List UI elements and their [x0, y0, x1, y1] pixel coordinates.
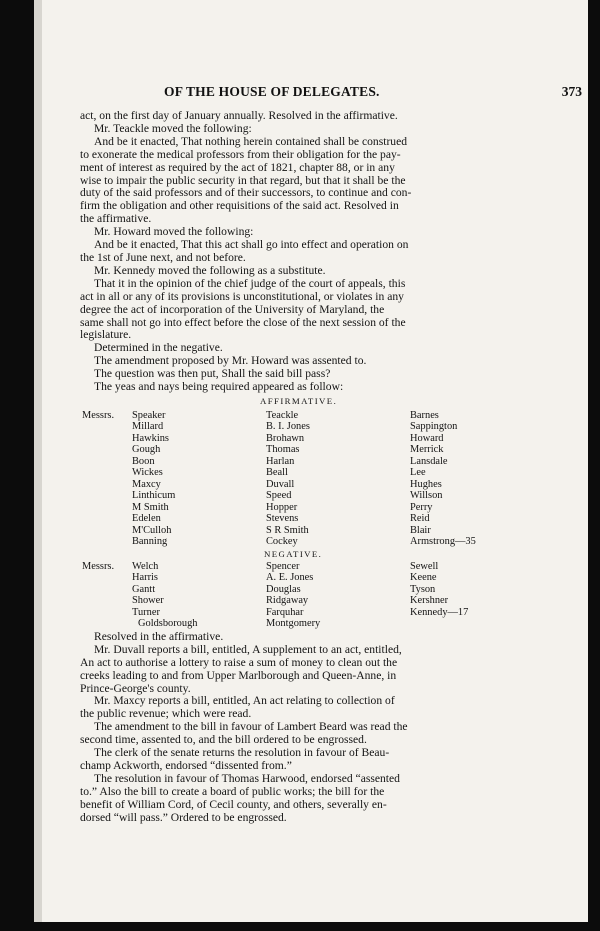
vote-name: S R Smith [266, 524, 309, 536]
vote-name: Douglas [266, 583, 301, 595]
vote-name: M Smith [132, 501, 169, 513]
vote-name: Banning [132, 536, 168, 548]
vote-name: Wickes [132, 467, 163, 479]
text-line: The yeas and nays being required appeared as follow: [94, 381, 344, 394]
vote-name: Willson [410, 490, 443, 502]
affirmative-heading: AFFIRMATIVE. [260, 395, 338, 406]
vote-name: Harris [132, 572, 158, 584]
vote-list [80, 394, 550, 682]
text-line: The resolution in favour of Thomas Harwood, endorsed “assented [94, 772, 400, 785]
vote-name: M'Culloh [132, 524, 172, 536]
text-line: wise to impair the public security in that regard, but that it shall be the [80, 174, 406, 187]
text-line: And be it enacted, That nothing herein contained shall be construed [94, 135, 408, 148]
vote-name: Barnes [410, 409, 439, 421]
text-line: to.” Also the bill to create a board of public works; the bill for the [80, 785, 385, 798]
vote-name: Goldsborough [138, 618, 198, 630]
text-line: Mr. Duvall reports a bill, entitled, A supplement to an act, entitled, [94, 643, 402, 656]
vote-name: Armstrong—35 [410, 536, 476, 548]
text-line: Determined in the negative. [94, 342, 223, 355]
text-line: the 1st of June next, and not before. [80, 251, 246, 264]
text-line: champ Ackworth, endorsed “dissented from.” [80, 760, 292, 772]
text-line: Mr. Maxcy reports a bill, entitled, An act relating to collection of [94, 695, 395, 708]
vote-name: Lee [410, 467, 426, 479]
text-line: firm the obligation and other requisitions of the said act. Resolved in [80, 200, 399, 213]
vote-name: Brohawn [266, 432, 305, 444]
text-line: duty of the said professors and of their successors, to continue and con- [80, 187, 412, 200]
vote-name: Boon [132, 455, 155, 467]
vote-name: Edelen [132, 513, 161, 525]
vote-name: Cockey [266, 536, 298, 548]
vote-name: Perry [410, 501, 433, 513]
vote-name: Hawkins [132, 432, 169, 444]
text-line: legislature. [80, 329, 132, 342]
vote-name: Speaker [132, 409, 166, 421]
text-line: The amendment to the bill in favour of Lambert Beard was read the [94, 721, 408, 734]
text-line: That it in the opinion of the chief judge of the court of appeals, this [94, 277, 406, 290]
vote-name: A. E. Jones [266, 572, 314, 584]
vote-name: Gantt [132, 583, 156, 595]
vote-name: B. I. Jones [266, 421, 310, 433]
messrs-label: Messrs. [82, 560, 115, 572]
running-title: OF THE HOUSE OF DELEGATES. [164, 84, 380, 99]
vote-name: Keene [410, 572, 437, 584]
vote-name: Farquhar [266, 606, 304, 618]
text-line: The clerk of the senate returns the resolution in favour of Beau- [94, 747, 390, 760]
vote-name: Stevens [266, 513, 299, 525]
vote-name: Sewell [410, 560, 439, 572]
text-line: Mr. Kennedy moved the following as a substitute. [94, 264, 326, 277]
vote-name: Harlan [266, 455, 295, 467]
text-line: the affirmative. [80, 213, 152, 226]
text-line: same shall not go into effect before the close of the next session of the [80, 316, 406, 329]
vote-name: Maxcy [132, 478, 161, 490]
vote-name: Blair [410, 524, 431, 536]
vote-name: Lansdale [410, 455, 448, 467]
vote-name: Thomas [266, 444, 300, 456]
text-line: benefit of William Cord, of Cecil county, and others, severally en- [80, 798, 387, 811]
text-line: creeks leading to and from Upper Marlborough and Queen-Anne, in [80, 669, 397, 682]
vote-name: Welch [132, 560, 159, 572]
text-line: second time, assented to, and the bill ordered to be engrossed. [80, 734, 367, 747]
document-page [42, 0, 588, 922]
text-line: And be it enacted, That this act shall go into effect and operation on [94, 239, 409, 252]
text-line: ment of interest as required by the act of 1821, chapter 88, or in any [80, 161, 395, 174]
vote-name: Duvall [266, 478, 295, 490]
page-body [80, 110, 550, 825]
vote-name: Howard [410, 432, 444, 444]
vote-name: Shower [132, 595, 164, 607]
text-line: Mr. Howard moved the following: [94, 226, 254, 239]
vote-name: Montgomery [266, 618, 321, 630]
negative-heading: NEGATIVE. [264, 548, 323, 559]
text-line: degree the act of incorporation of the University of Maryland, the [80, 303, 385, 316]
running-head [42, 84, 588, 104]
text-line: The question was then put, Shall the said bill pass? [94, 368, 331, 381]
page-number: 373 [561, 84, 582, 99]
vote-name: Reid [410, 513, 430, 525]
vote-name: Spencer [266, 560, 300, 572]
vote-name: Ridgaway [266, 595, 309, 607]
vote-name: Tyson [410, 583, 436, 595]
text-line: to exonerate the medical professors from their obligation for the pay- [80, 148, 401, 161]
vote-name: Gough [132, 444, 161, 456]
vote-name: Sappington [410, 421, 458, 433]
vote-name: Speed [266, 490, 292, 502]
text-line: Mr. Teackle moved the following: [94, 122, 252, 135]
text-line: act in all or any of its provisions is unconstitutional, or violates in any [80, 290, 404, 303]
vote-name: Kennedy—17 [410, 606, 469, 618]
text-line: Resolved in the affirmative. [94, 630, 224, 643]
vote-name: Beall [266, 467, 288, 479]
text-line: dorsed “will pass.” Ordered to be engrossed. [80, 811, 287, 824]
vote-name: Teackle [266, 409, 299, 421]
vote-name: Millard [132, 421, 164, 433]
text-line: The amendment proposed by Mr. Howard was assented to. [94, 355, 367, 368]
text-line: act, on the first day of January annually. Resolved in the affirmative. [80, 110, 398, 122]
text-line: An act to authorise a lottery to raise a sum of money to clean out the [80, 656, 398, 669]
vote-name: Hopper [266, 501, 298, 513]
vote-name: Merrick [410, 444, 444, 456]
vote-name: Linthicum [132, 490, 176, 502]
vote-name: Kershner [410, 595, 449, 607]
messrs-label: Messrs. [82, 409, 115, 421]
vote-name: Hughes [410, 478, 442, 490]
text-line: the public revenue; which were read. [80, 708, 252, 721]
text-line: Prince-George's county. [80, 682, 191, 695]
vote-name: Turner [132, 606, 160, 618]
